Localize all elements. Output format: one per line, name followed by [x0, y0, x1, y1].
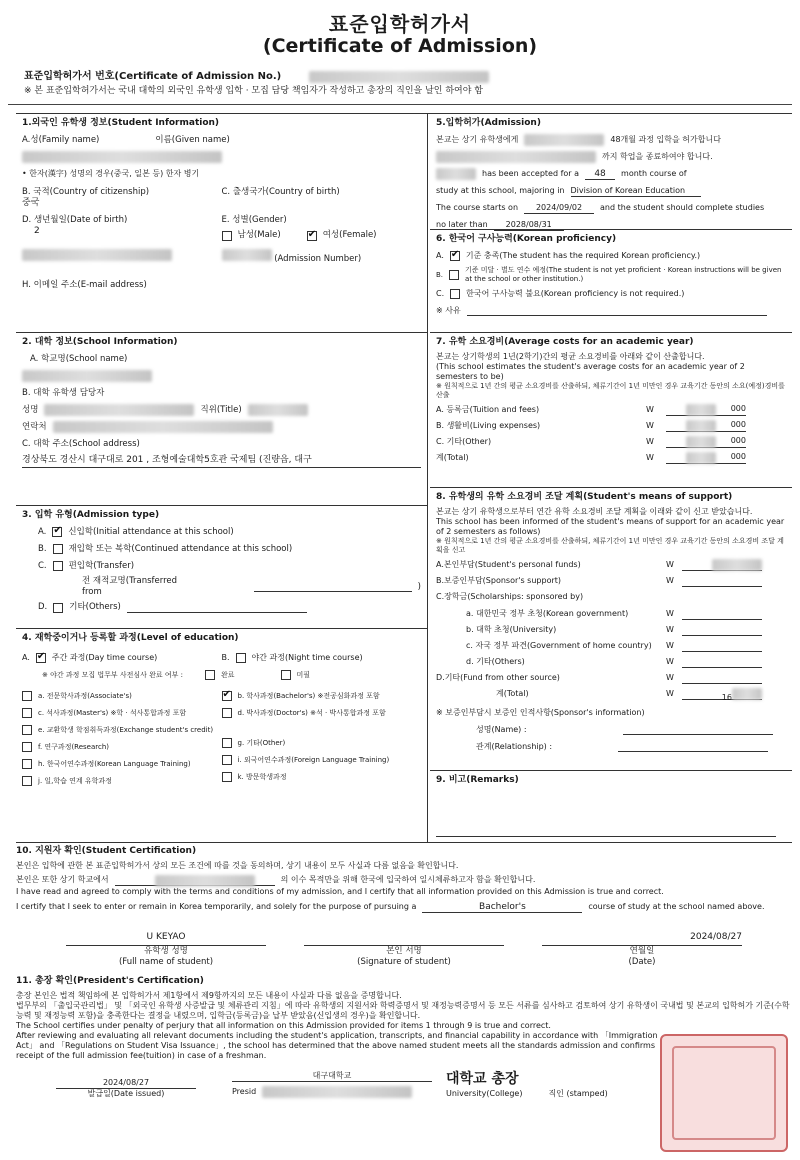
passport-redacted — [22, 249, 172, 261]
university-name-ko: 대구대학교 — [232, 1071, 432, 1082]
president-title-ko: 대학교 총장 — [446, 1071, 519, 1088]
degree-value: Bachelor's — [422, 902, 582, 913]
foreign-language-checkbox[interactable] — [222, 755, 232, 765]
section-means-of-support: 8. 유학생의 유학 소요경비 조달 계획(Student's means of support) 본교는 상기 유학생으로부터 연간 유학 소요경비 조달 계획을 이래와 같이 신고 받았습니다. This school has been informed of the student's means of support for an academic year of 2 semesters as follows) ※ 원칙적으로 1년 간의 평균 소요경비를 산출하되, 체류기간이 1년 미만인 경우 교육기간 동안의 소요경비 조달 계획을 신고 A.본인부담(Student's personal funds) W B.보증인부담(Sponsor's support) W C.장학금(Scholarships: sponsored by) a. 대한민국 정부 초청(Korean government) W b. 대학 초청(University) W c. 자국 정부 파견(Government of home country) W d. 기타(Others) W D.기타(Fund from other source) W 계(Total) W 16 ※ 보증인부담시 보증인 인적사항(Sponsor's information) 성명(Name) : 관계(Relationship) : — [430, 487, 792, 767]
issue-date-value: 2024/08/27 — [56, 1078, 196, 1089]
dob-value: 2 — [34, 225, 40, 236]
support-desc-en: This school has been informed of the student's means of support for an academic year of 2 semesters as follows) — [436, 517, 785, 537]
signature-label: 본인 서명 — [386, 946, 422, 957]
transfer-label: 편입학(Transfer) — [68, 560, 135, 571]
president-label: Presid — [232, 1086, 257, 1096]
president-cert-line1: 총장 본인은 법적 책임하에 본 입학허가서 제1항에서 제9항까지의 모든 내용이 사실과 다름 없음을 증명합니다. — [16, 990, 402, 1000]
female-checkbox[interactable] — [307, 231, 317, 241]
scholarships-label: C.장학금(Scholarships: sponsored by) — [436, 591, 584, 601]
university-label: University(College) — [446, 1088, 523, 1098]
certificate-number-row — [8, 67, 792, 84]
proficiency-c-checkbox[interactable] — [450, 289, 460, 299]
president-name-redacted — [262, 1086, 412, 1098]
admission-number-redacted — [222, 249, 272, 261]
given-name-label: 이름(Given name) — [155, 134, 230, 145]
foreign-language-label: i. 외국어연수과정(Foreign Language Training) — [237, 755, 390, 764]
doctor-checkbox[interactable] — [222, 708, 232, 718]
review-done-checkbox[interactable] — [205, 670, 215, 680]
proficiency-reason-label: ※ 사유 — [436, 305, 461, 315]
birth-country-label: C. 출생국가(Country of birth) — [221, 187, 340, 198]
home-government-amount — [682, 640, 762, 652]
section-korean-proficiency: 6. 한국어 구사능력(Korean proficiency) A. ✔ 기준 충족(The student has the required Korean proficiency.) B. 기준 미달 · 별도 연수 예정(The student is not yet proficient · Korean instructions will be given at the school or other institution.) C. 한국어 구사능력 불요(Korean proficiency is not required.) ※ 사유 — [430, 229, 792, 329]
admission-number-label: (Admission Number) — [274, 253, 362, 264]
section-7-title: 7. 유학 소요경비(Average costs for an academic year) — [436, 337, 694, 347]
student-name-label-en: (Full name of student) — [118, 956, 214, 967]
section-remarks — [430, 770, 792, 844]
initial-attendance-label: 신입학(Initial attendance at this school) — [68, 526, 234, 537]
student-redacted — [524, 134, 604, 146]
section-admission — [430, 114, 792, 230]
school-name-label: A. 학교명(School name) — [30, 353, 128, 364]
president-cert-line2: 법무부의 「출입국관리법」 및 「외국인 유학생 사증발급 및 체류관리 지침」에 따라 유학생의 지원서와 학력증명서 및 재정능력증명서 등 모든 서류를 심사하고 검토하여 상기 유학생이 국내법 및 본교의 입학허가 기준(수학능력 및 재정능력 포함)을 충족한다는 결정을 내렸으며, 입학금(등록금)을 납부 받았음(신입생의 경우)을 확인합니다. — [16, 1000, 790, 1020]
female-label: 여성(Female) — [322, 230, 377, 241]
support-desc-ko: 본교는 상기 유학생으로부터 연간 유학 소요경비 조달 계획을 이래와 같이 신고 받았습니다. — [436, 507, 753, 517]
section-9-title: 9. 비고(Remarks) — [436, 775, 519, 785]
school-officer-label: B. 대학 유학생 담당자 — [22, 387, 105, 398]
student-cert-line1: 본인은 입학에 관한 본 표준입학허가서 상의 모든 조건에 따를 것을 동의하며, 상기 내용이 모두 사실과 다름 없음을 확인합니다. — [16, 861, 459, 871]
review-notyet-label: 미필 — [296, 670, 311, 679]
date-redacted — [436, 151, 596, 163]
school-address-value: 경상북도 경산시 대구대로 201 , 조형예술대학5호관 국제팀 (진량읍, 대구 — [22, 455, 312, 466]
other-source-label: D.기타(Fund from other source) — [436, 672, 560, 682]
admission-en-line5: and the student should complete studies — [600, 203, 765, 213]
korean-training-checkbox[interactable] — [22, 759, 32, 769]
admission-en-line3: study at this school, majoring in — [436, 186, 565, 196]
university-label: b. 대학 초청(University) — [466, 624, 557, 634]
doctor-label: d. 박사과정(Doctor's) ※석 · 박사통합과정 포함 — [237, 708, 386, 717]
continued-attendance-checkbox[interactable] — [53, 544, 63, 554]
currency-w: W — [646, 452, 654, 462]
support-total-amount: 16 — [682, 688, 762, 700]
student-signature-row — [16, 932, 792, 967]
other-course-checkbox[interactable] — [222, 738, 232, 748]
support-note: ※ 원칙적으로 1년 간의 평균 소요경비를 산출하되, 체류기간이 1년 미만인 경우 교육기간 동안의 소요경비 조달 계획을 신고 — [436, 537, 784, 554]
certificate-number-redacted — [309, 71, 489, 83]
initial-attendance-checkbox[interactable] — [52, 527, 62, 537]
sponsor-support-amount — [682, 575, 762, 587]
other-course-label: g. 기타(Other) — [237, 738, 286, 747]
night-course-checkbox[interactable] — [236, 653, 246, 663]
section-8-title: 8. 유학생의 유학 소요경비 조달 계획(Student's means of support) — [436, 492, 733, 502]
living-label: B. 생활비(Living expenses) — [436, 420, 541, 430]
transfer-checkbox[interactable] — [53, 561, 63, 571]
sponsor-name-label: 성명(Name) : — [476, 724, 527, 734]
issue-date-label: 발급일(Date issued) — [87, 1088, 165, 1098]
section-5-title: 5.입학허가(Admission) — [436, 118, 541, 128]
student-name-label: 유학생 성명 — [144, 946, 188, 957]
day-course-checkbox[interactable] — [36, 653, 46, 663]
review-notyet-checkbox[interactable] — [281, 670, 291, 680]
nationality-value: 중국 — [22, 197, 40, 208]
admission-en-line2: month course of — [621, 169, 687, 179]
work-study-label: j. 일,학습 연계 유학과정 — [38, 776, 112, 785]
visiting-student-checkbox[interactable] — [222, 772, 232, 782]
others-checkbox[interactable] — [53, 603, 63, 613]
master-label: c. 석사과정(Master's) ※학 · 석사통합과정 포함 — [38, 708, 187, 717]
student-cert-line4b: course of study at the school named above. — [588, 902, 765, 912]
currency-w: W — [646, 436, 654, 446]
hanja-note: • 한자(漢字) 성명의 경우(중국, 일본 등) 한자 병기 — [22, 169, 200, 179]
admission-ko-line2: 까지 학업을 종료하여야 합니다. — [602, 152, 713, 162]
surname-label: A.성(Family name) — [22, 134, 100, 145]
male-label: 남성(Male) — [237, 230, 281, 241]
stamp-label: 직인 (stamped) — [548, 1088, 608, 1098]
admission-en-line6: no later than — [436, 220, 488, 230]
section-level-of-education: 4. 재학중이거나 등록할 과정(Level of education) A. ✔ 주간 과정(Day time course) B. 야간 과정(Night time course) ※ 야간 과정 모집 법무부 사전심사 완료 여부 : 완료 미필 a. 전문학사과정(Associate's) c. 석사과정(Master's) ※학 · 석사통합과정 포함 e. 교환학생 학점취득과정(Exchange student's credit) f. 연구과정(Research) h. 한국어연수과정(Korean Language Training) j. 일,학습 연계 유학과정 ✔ b. 학사과정(Bachelor's) ※전공심화과정 포함 d. 박사과정(Doctor's) ※석 · 박사통합과정 포함 g. 기타(Other) i. 외국어연수과정(Foreign Language Training) k. 방문학생과정 — [16, 628, 427, 844]
others-label: 기타(Others) — [69, 602, 121, 613]
korean-training-label: h. 한국어연수과정(Korean Language Training) — [38, 759, 191, 768]
costs-desc-en: (This school estimates the student's average costs for an academic year of 2 semesters to be) — [436, 362, 745, 382]
name-redacted — [22, 151, 222, 163]
university-amount — [682, 624, 762, 636]
review-done-label: 완료 — [220, 670, 235, 679]
sponsor-support-label: B.보증인부담(Sponsor's support) — [436, 575, 562, 585]
certificate-number-label: 표준입학허가서 번호(Certificate of Admission No.) — [24, 70, 282, 82]
officer-name-label: 성명 — [22, 404, 39, 415]
officer-name-redacted — [44, 404, 194, 416]
dob-label: D. 생년월일(Date of birth) — [22, 215, 128, 226]
support-total-label: 계(Total) — [496, 688, 529, 698]
others-support-label: d. 기타(Others) — [466, 656, 525, 666]
transferred-from-label: 전 재적교명(Transferred from — [82, 576, 178, 597]
currency-w: W — [666, 559, 674, 569]
currency-w: W — [646, 404, 654, 414]
associate-label: a. 전문학사과정(Associate's) — [38, 691, 132, 700]
section-student-info — [16, 114, 427, 329]
admission-months-ko: 48개월 과정 입학을 허가합니다 — [610, 135, 721, 145]
end-date-value: 2028/08/31 — [494, 220, 564, 231]
day-course-label: 주간 과정(Day time course) — [51, 653, 158, 663]
currency-w: W — [666, 575, 674, 585]
admission-en-line1: has been accepted for a — [482, 169, 580, 179]
signature-label-en: (Signature of student) — [357, 956, 451, 967]
personal-funds-amount — [682, 559, 762, 571]
section-average-costs — [430, 332, 792, 484]
bachelor-checkbox[interactable] — [222, 691, 232, 701]
start-date-value: 2024/09/02 — [524, 203, 594, 214]
section-4-title: 4. 재학중이거나 등록할 과정(Level of education) — [22, 633, 239, 643]
major-value: Division of Korean Education — [571, 186, 701, 197]
other-source-amount — [682, 672, 762, 684]
title-korean: 표준입학허가서 — [328, 12, 472, 36]
korean-government-label: a. 대한민국 정부 초청(Korean government) — [466, 608, 629, 618]
exchange-checkbox[interactable] — [22, 725, 32, 735]
night-course-label: 야간 과정(Night time course) — [251, 653, 363, 663]
total-cost-label: 계(Total) — [436, 452, 469, 462]
student-cert-line2b: 의 이수 목적만을 위해 한국에 입국하여 일시체류하고자 함을 확인합니다. — [280, 875, 536, 885]
home-government-label: c. 자국 정부 파견(Government of home country) — [466, 640, 652, 650]
form-grid — [16, 113, 792, 843]
name-en-redacted — [436, 168, 476, 180]
officer-title-label: 직위(Title) — [200, 404, 242, 415]
admission-en-line4: The course starts on — [436, 203, 519, 213]
continued-attendance-label: 재입학 또는 복학(Continued attendance at this school) — [68, 543, 293, 554]
president-cert-line3: The School certifies under penalty of perjury that all information on this Admission provided for items 1 through 9 is true and correct. — [16, 1020, 551, 1030]
section-admission-type: 3. 입학 유형(Admission type) A. ✔ 신입학(Initial attendance at this school) B. 재입학 또는 복학(Continued attendance at this school) C. 편입학(Transfer) 전 재적교명(Transferred from ) D. 기타(Others) — [16, 505, 427, 625]
school-name-redacted — [22, 370, 152, 382]
student-cert-line4a: I certify that I seek to enter or remain in Korea temporarily, and solely for the purpose of pursuing a — [16, 902, 417, 912]
personal-funds-label: A.본인부담(Student's personal funds) — [436, 559, 581, 569]
section-school-info — [16, 332, 427, 502]
master-checkbox[interactable] — [22, 708, 32, 718]
other-cost-amount: 000 — [666, 436, 746, 448]
student-name-value: U KEYAO — [66, 932, 266, 946]
email-label: H. 이메일 주소(E-mail address) — [22, 280, 147, 291]
costs-note: ※ 원칙적으로 1년 간의 평균 소요경비를 산출하되, 체류기간이 1년 미만인 경우 교육기간 동안의 소요(예정)경비를 산출 — [436, 382, 785, 399]
section-2-title: 2. 대학 정보(School Information) — [22, 337, 178, 347]
bachelor-label: b. 학사과정(Bachelor's) ※전공심화과정 포함 — [237, 691, 380, 700]
date-label: 연월일 — [629, 946, 655, 957]
night-course-note: ※ 야간 과정 모집 법무부 사전심사 완료 여부 : — [42, 670, 183, 679]
living-amount: 000 — [666, 420, 746, 432]
research-checkbox[interactable] — [22, 742, 32, 752]
other-cost-label: C. 기타(Other) — [436, 436, 492, 446]
currency-w: W — [646, 420, 654, 430]
proficiency-b-label: 기준 미달 · 별도 연수 예정(The student is not yet proficient · Korean instructions will be given at the school or other institution.) — [465, 266, 782, 283]
course-months-value: 48 — [585, 169, 615, 180]
section-6-title: 6. 한국어 구사능력(Korean proficiency) — [436, 234, 617, 244]
sponsor-relationship-label: 관계(Relationship) : — [476, 741, 553, 751]
officer-title-redacted — [248, 404, 308, 416]
school-address-label: C. 대학 주소(School address) — [22, 438, 140, 449]
section-1-title: 1.외국인 유학생 정보(Student Information) — [22, 118, 220, 128]
costs-desc-ko: 본교는 상기학생의 1년(2학기)간의 평균 소요경비를 아래와 같이 산출합니다. — [436, 352, 705, 362]
section-11-title: 11. 총장 확인(President's Certification) — [16, 975, 204, 986]
proficiency-b-checkbox[interactable] — [449, 270, 459, 280]
proficiency-a-checkbox[interactable] — [450, 251, 460, 261]
section-3-title: 3. 입학 유형(Admission type) — [22, 510, 160, 520]
officer-contact-redacted — [53, 421, 273, 433]
sponsor-info-label: ※ 보증인부담시 보증인 인적사항(Sponsor's information) — [436, 707, 645, 717]
nationality-label: B. 국적(Country of citizenship) — [22, 187, 150, 198]
proficiency-a-label: 기준 충족(The student has the required Korean proficiency.) — [465, 251, 701, 261]
title-english: (Certificate of Admission) — [262, 35, 538, 57]
associate-checkbox[interactable] — [22, 691, 32, 701]
tuition-amount: 000 — [666, 404, 746, 416]
others-support-amount — [682, 656, 762, 668]
gender-label: E. 성별(Gender) — [221, 215, 287, 226]
official-seal — [660, 1034, 788, 1152]
date-label-en: (Date) — [628, 956, 656, 967]
proficiency-c-label: 한국어 구사능력 불요(Korean proficiency is not required.) — [466, 288, 685, 298]
korean-government-amount — [682, 608, 762, 620]
research-label: f. 연구과정(Research) — [38, 742, 110, 751]
student-cert-line3: I have read and agreed to comply with the terms and conditions of my admission, and I certify that all information provided on this Admission is true and correct. — [16, 887, 664, 897]
work-study-checkbox[interactable] — [22, 776, 32, 786]
student-date-value: 2024/08/27 — [542, 932, 742, 946]
student-signature-line[interactable] — [304, 932, 504, 946]
total-cost-amount: 000 — [666, 452, 746, 464]
section-10-title: 10. 지원자 확인(Student Certification) — [16, 846, 197, 856]
president-cert-line4: After reviewing and evaluating all relevant documents including the student's application, transcripts, and financial capability in accordance with 「Immigration Act」 and 「Regulations on Student Visa Issuance」, the school has determined that the above named student meets all the standards admission and confirms receipt of the full admission fee(tuition) in case of a freshman. — [16, 1030, 658, 1060]
visiting-student-label: k. 방문학생과정 — [237, 772, 287, 781]
male-checkbox[interactable] — [222, 231, 232, 241]
tuition-label: A. 등록금(Tuition and fees) — [436, 404, 540, 414]
admission-ko-line1: 본교는 상기 유학생에게 — [436, 135, 519, 145]
notice-text: ※ 본 표준입학허가서는 국내 대학의 외국인 유학생 입학 · 모집 담당 책임자가 작성하고 총장의 직인을 날인 하여야 함 — [8, 83, 792, 104]
exchange-label: e. 교환학생 학점취득과정(Exchange student's credit) — [38, 725, 214, 734]
officer-contact-label: 연락처 — [22, 421, 47, 432]
student-cert-line2a: 본인은 또한 상기 학교에서 — [16, 875, 109, 885]
